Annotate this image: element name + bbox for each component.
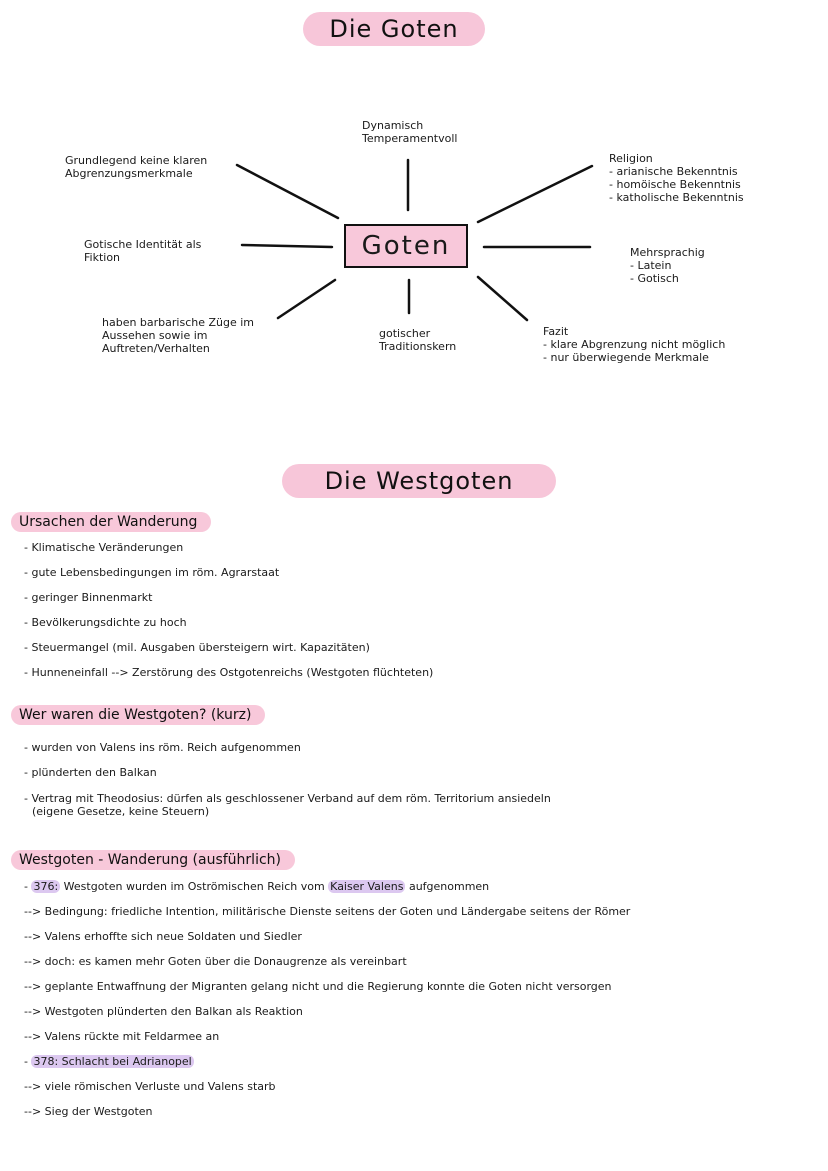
list-item: --> Sieg der Westgoten — [24, 1105, 153, 1118]
list-item: --> Valens erhoffte sich neue Soldaten und Siedler — [24, 930, 302, 943]
heading-ursachen: Ursachen der Wanderung — [11, 512, 211, 532]
list-item: - 378: Schlacht bei Adrianopel — [24, 1055, 192, 1068]
spoke-left — [242, 245, 332, 247]
section-title: Die Westgoten — [282, 464, 556, 498]
page-title: Die Goten — [303, 12, 485, 46]
spoke-bottom-left — [278, 280, 335, 318]
list-item: (eigene Gesetze, keine Steuern) — [32, 805, 210, 818]
mindmap-node-bottom: gotischer Traditionskern — [379, 327, 457, 353]
list-item: - 376: Westgoten wurden im Oströmischen Reich vom Kaiser Valens aufgenommen — [24, 880, 490, 893]
mindmap-node-bottom-left: haben barbarische Züge im Aussehen sowie im Auftreten/Verhalten — [102, 316, 255, 355]
list-item: - gute Lebensbedingungen im röm. Agrarstaat — [24, 566, 280, 579]
mindmap-node-top-left: Grundlegend keine klaren Abgrenzungsmerkmale — [65, 154, 208, 180]
heading-wanderung: Westgoten - Wanderung (ausführlich) — [11, 850, 295, 870]
highlight-name: Kaiser Valens — [330, 880, 404, 893]
list-item: - wurden von Valens ins röm. Reich aufgenommen — [24, 741, 301, 754]
list-item: --> viele römischen Verluste und Valens starb — [24, 1080, 276, 1093]
list-item: - Vertrag mit Theodosius: dürfen als geschlossener Verband auf dem röm. Territorium ansiedeln — [24, 792, 551, 805]
list-item: --> Bedingung: friedliche Intention, militärische Dienste seitens der Goten und Ländergabe seitens der Römer — [24, 905, 631, 918]
spoke-top-left — [237, 165, 338, 218]
highlight-battle: 378: Schlacht bei Adrianopel — [33, 1055, 192, 1068]
heading-wer-waren: Wer waren die Westgoten? (kurz) — [11, 705, 265, 725]
list-item: --> geplante Entwaffnung der Migranten gelang nicht und die Regierung konnte die Goten nicht versorgen — [24, 980, 612, 993]
mindmap-node-right: Mehrsprachig - Latein - Gotisch — [630, 246, 705, 285]
list-item: - Klimatische Veränderungen — [24, 541, 184, 554]
mindmap-node-top-right: Religion - arianische Bekenntnis - homöische Bekenntnis - katholische Bekenntnis — [609, 152, 744, 204]
spoke-top-right — [478, 166, 592, 222]
list-item: - Bevölkerungsdichte zu hoch — [24, 616, 187, 629]
mindmap-center: Goten — [344, 224, 468, 268]
list-item: - Hunneneinfall --> Zerstörung des Ostgotenreichs (Westgoten flüchteten) — [24, 666, 434, 679]
mindmap-node-left: Gotische Identität als Fiktion — [84, 238, 202, 264]
list-item: --> Westgoten plünderten den Balkan als Reaktion — [24, 1005, 303, 1018]
list-item: - Steuermangel (mil. Ausgaben übersteigern wirt. Kapazitäten) — [24, 641, 370, 654]
spoke-bottom-right — [478, 277, 527, 320]
mindmap-node-bottom-right: Fazit - klare Abgrenzung nicht möglich - nur überwiegende Merkmale — [543, 325, 726, 364]
mindmap-node-top: Dynamisch Temperamentvoll — [362, 119, 458, 145]
highlight-year: 376: — [33, 880, 59, 893]
list-item: --> Valens rückte mit Feldarmee an — [24, 1030, 220, 1043]
list-item: - plünderten den Balkan — [24, 766, 157, 779]
list-item: --> doch: es kamen mehr Goten über die Donaugrenze als vereinbart — [24, 955, 407, 968]
list-item: - geringer Binnenmarkt — [24, 591, 153, 604]
